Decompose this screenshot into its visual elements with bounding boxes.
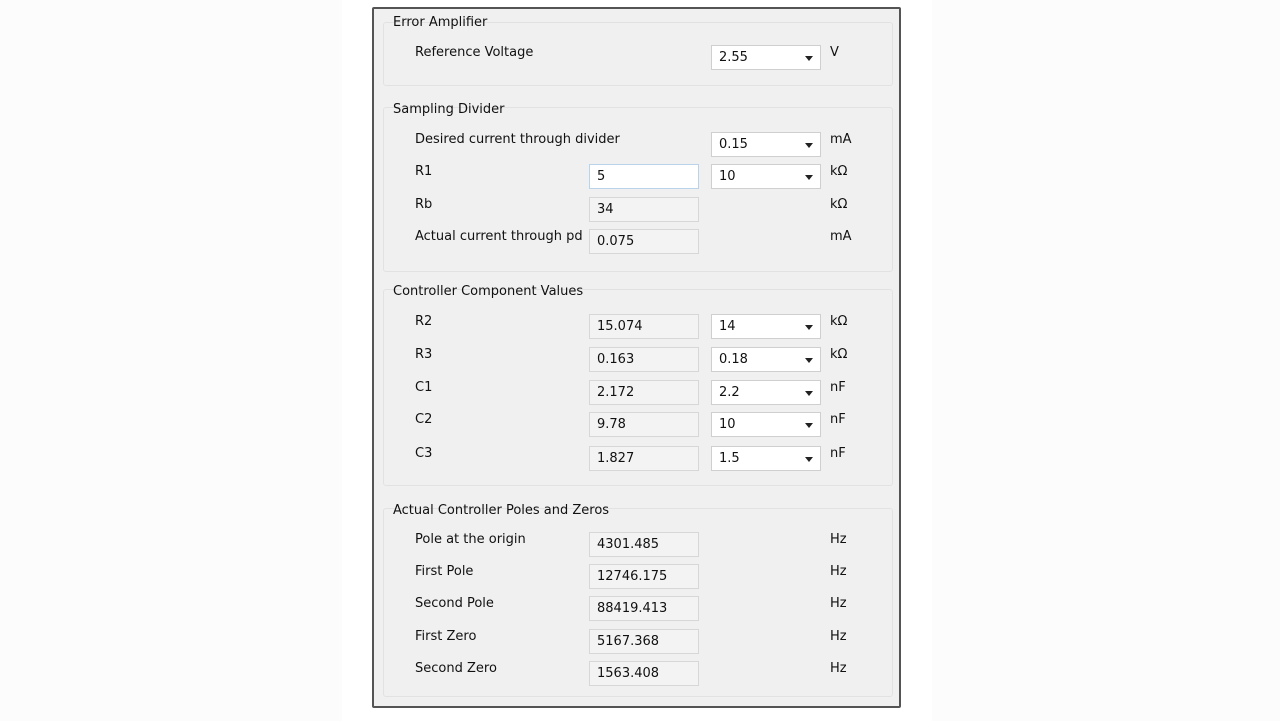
rb-unit: kΩ	[830, 197, 848, 212]
reference-voltage-selected: 2.55	[719, 50, 748, 65]
first-pole-field[interactable]: 12746.175	[589, 564, 699, 589]
chevron-down-icon	[805, 175, 813, 180]
poles-zeros-title: Actual Controller Poles and Zeros	[393, 503, 610, 518]
c2-unit: nF	[830, 412, 846, 427]
c3-select[interactable]	[711, 446, 821, 471]
controller-components-title: Controller Component Values	[393, 284, 584, 299]
c3-unit: nF	[830, 446, 846, 461]
second-pole-label: Second Pole	[415, 596, 494, 611]
first-pole-label: First Pole	[415, 564, 474, 579]
c2-label: C2	[415, 412, 433, 427]
r3-label: R3	[415, 347, 433, 362]
r3-unit: kΩ	[830, 347, 848, 362]
c1-label: C1	[415, 380, 433, 395]
c3-field[interactable]: 1.827	[589, 446, 699, 471]
c1-unit: nF	[830, 380, 846, 395]
r3-field[interactable]: 0.163	[589, 347, 699, 372]
chevron-down-icon	[805, 391, 813, 396]
desired-current-selected: 0.15	[719, 137, 748, 152]
r1-input[interactable]: 5	[589, 164, 699, 189]
chevron-down-icon	[805, 358, 813, 363]
c1-selected: 2.2	[719, 385, 740, 400]
reference-voltage-unit: V	[830, 45, 839, 60]
actual-current-label: Actual current through pd	[415, 229, 583, 244]
r3-selected: 0.18	[719, 352, 748, 367]
error-amplifier-title: Error Amplifier	[393, 15, 488, 30]
first-pole-unit: Hz	[830, 564, 847, 579]
left-margin	[0, 0, 342, 721]
second-zero-field[interactable]: 1563.408	[589, 661, 699, 686]
c3-label: C3	[415, 446, 433, 461]
controller-design-panel	[372, 7, 901, 708]
right-margin	[932, 0, 1280, 721]
r1-selected: 10	[719, 169, 736, 184]
r2-field[interactable]: 15.074	[589, 314, 699, 339]
chevron-down-icon	[805, 143, 813, 148]
chevron-down-icon	[805, 457, 813, 462]
actual-current-field[interactable]: 0.075	[589, 229, 699, 254]
c2-field[interactable]: 9.78	[589, 412, 699, 437]
pole-origin-unit: Hz	[830, 532, 847, 547]
r2-selected: 14	[719, 319, 736, 334]
c1-field[interactable]: 2.172	[589, 380, 699, 405]
pole-origin-field[interactable]: 4301.485	[589, 532, 699, 557]
first-zero-unit: Hz	[830, 629, 847, 644]
first-zero-label: First Zero	[415, 629, 477, 644]
actual-current-unit: mA	[830, 229, 852, 244]
r1-label: R1	[415, 164, 433, 179]
r1-unit: kΩ	[830, 164, 848, 179]
desired-current-select[interactable]	[711, 132, 821, 157]
r2-label: R2	[415, 314, 433, 329]
c2-selected: 10	[719, 417, 736, 432]
reference-voltage-select[interactable]	[711, 45, 821, 70]
rb-field[interactable]: 34	[589, 197, 699, 222]
second-zero-label: Second Zero	[415, 661, 497, 676]
r1-select[interactable]	[711, 164, 821, 189]
c3-selected: 1.5	[719, 451, 740, 466]
sampling-divider-title: Sampling Divider	[393, 102, 505, 117]
desired-current-label: Desired current through divider	[415, 132, 620, 147]
second-pole-unit: Hz	[830, 596, 847, 611]
second-pole-field[interactable]: 88419.413	[589, 596, 699, 621]
c1-select[interactable]	[711, 380, 821, 405]
second-zero-unit: Hz	[830, 661, 847, 676]
desired-current-unit: mA	[830, 132, 852, 147]
chevron-down-icon	[805, 423, 813, 428]
rb-label: Rb	[415, 197, 433, 212]
chevron-down-icon	[805, 56, 813, 61]
r2-select[interactable]	[711, 314, 821, 339]
pole-origin-label: Pole at the origin	[415, 532, 526, 547]
reference-voltage-label: Reference Voltage	[415, 45, 534, 60]
chevron-down-icon	[805, 325, 813, 330]
first-zero-field[interactable]: 5167.368	[589, 629, 699, 654]
r2-unit: kΩ	[830, 314, 848, 329]
c2-select[interactable]	[711, 412, 821, 437]
r3-select[interactable]	[711, 347, 821, 372]
